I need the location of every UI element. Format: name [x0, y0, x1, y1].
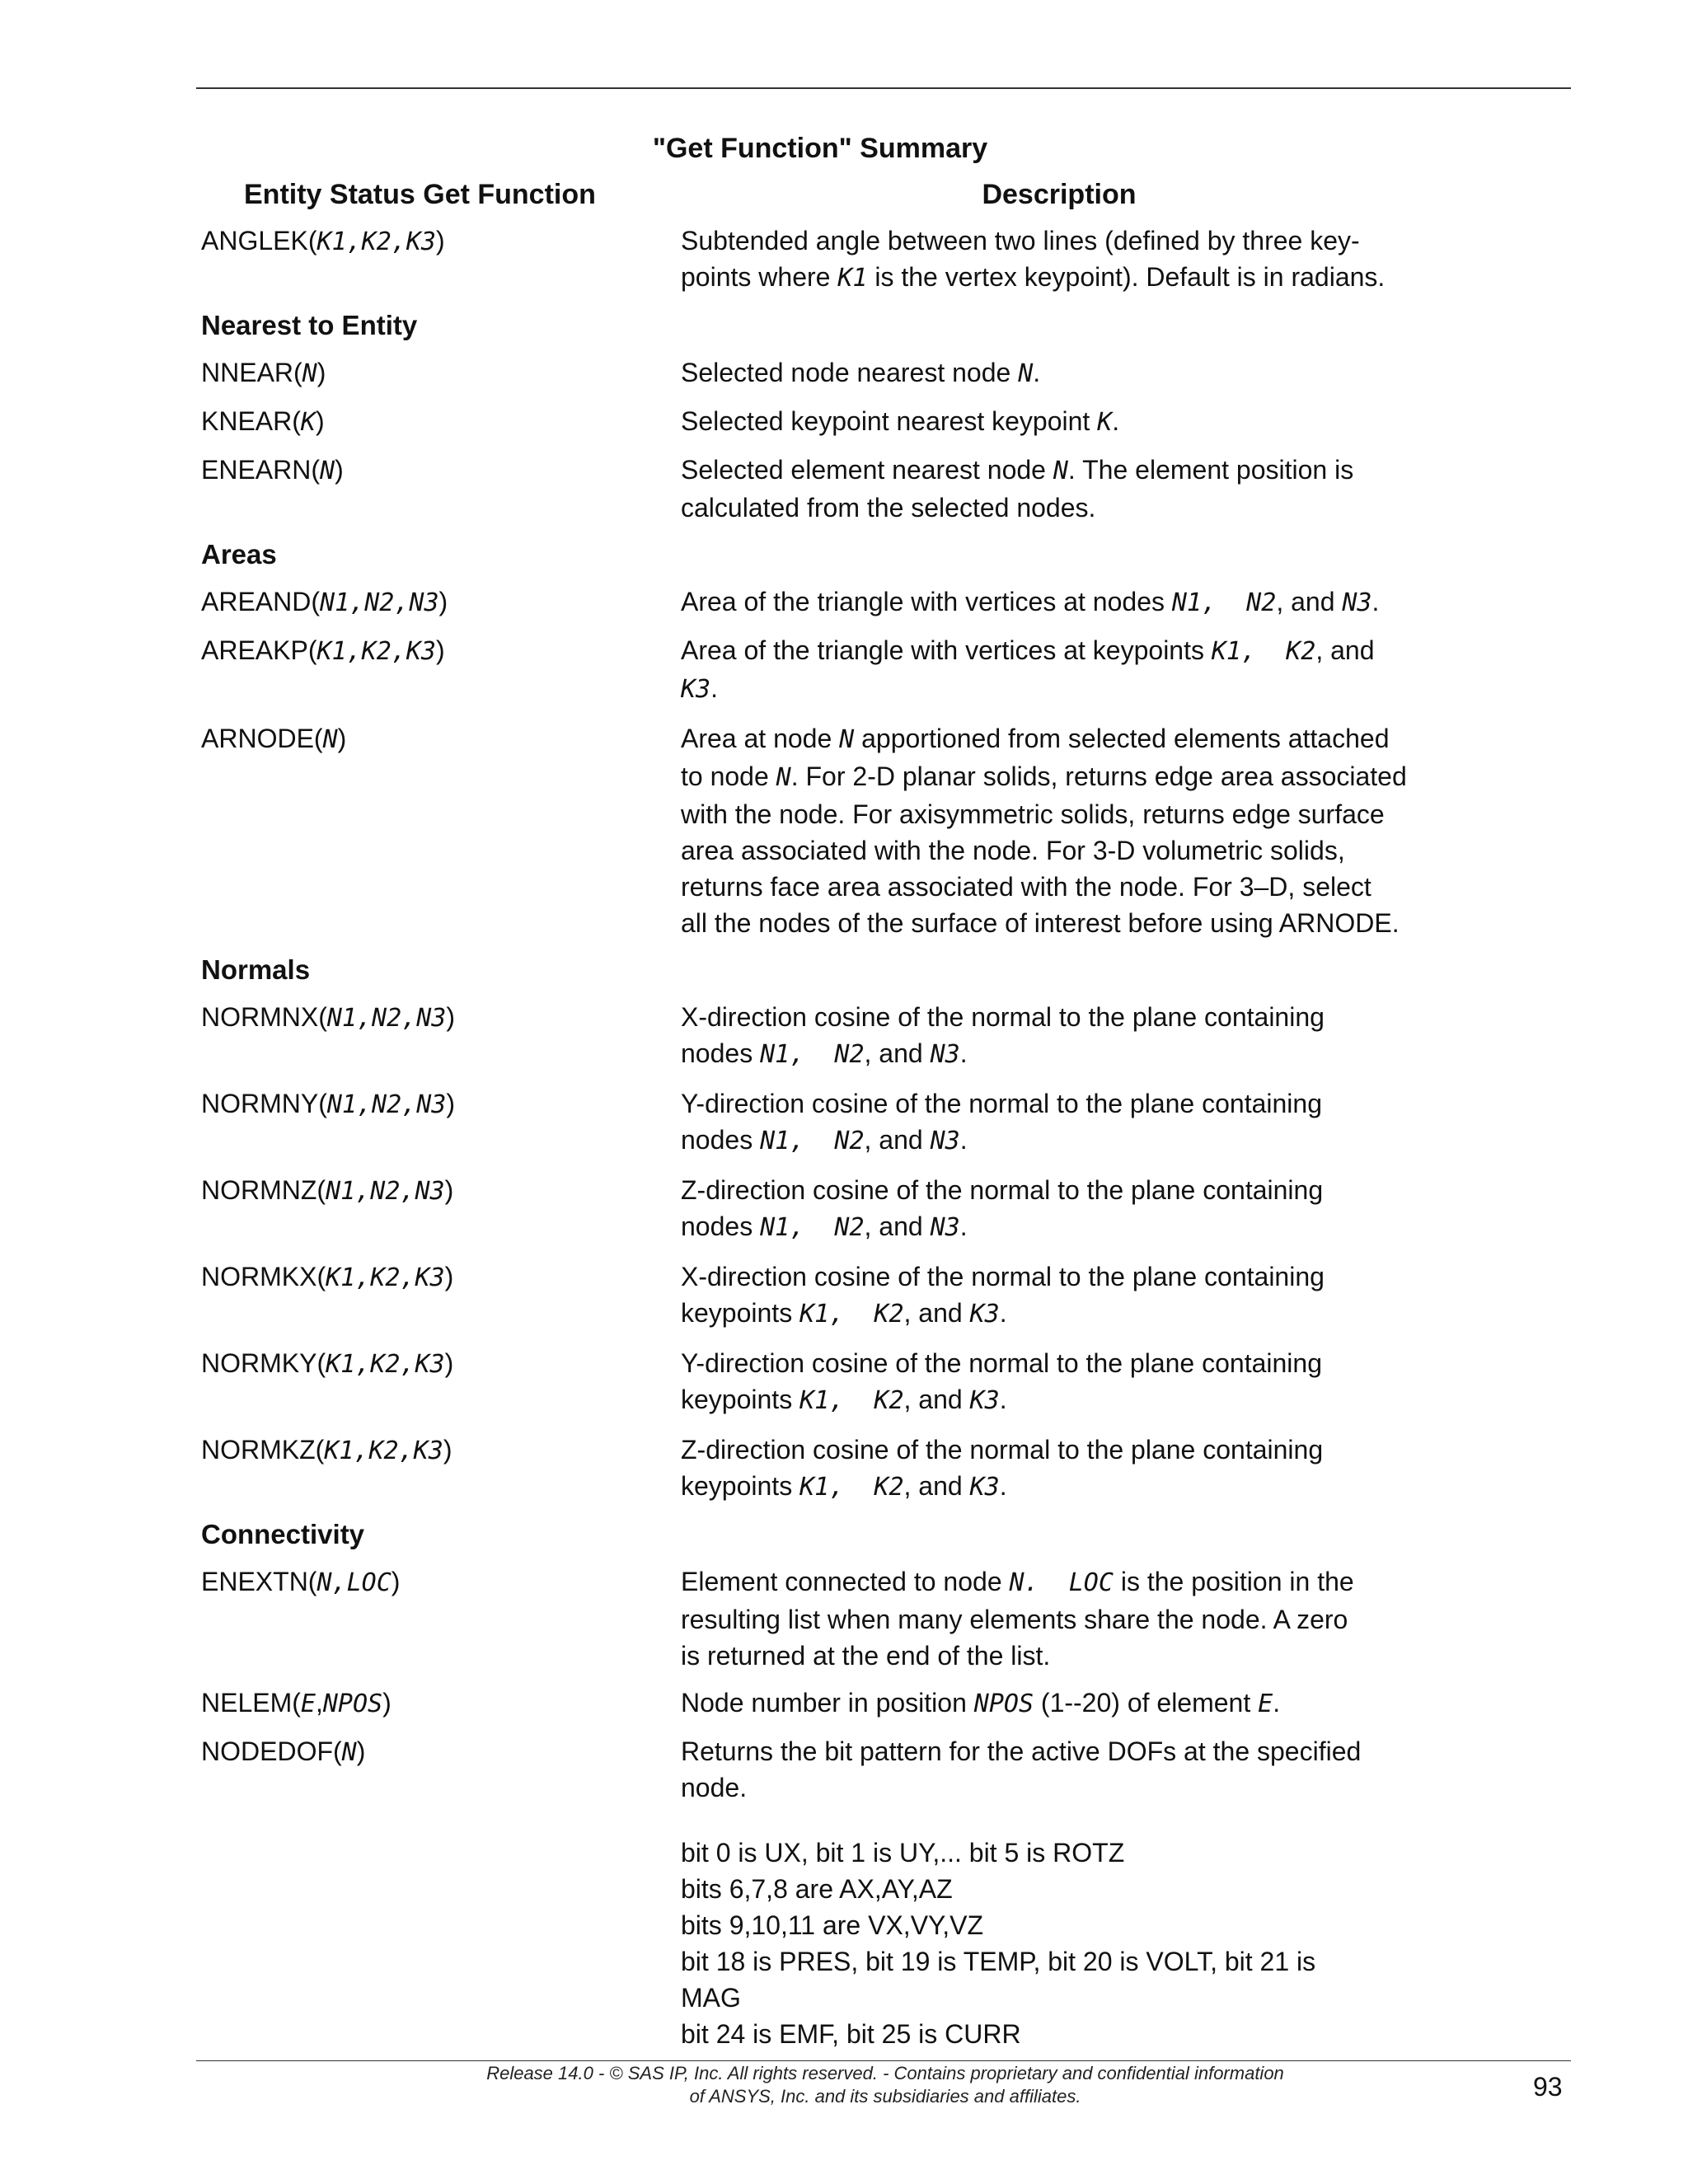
bit-pattern-line: bits 6,7,8 are AX,AY,AZ	[681, 1874, 953, 1904]
function-name: NORMNY(N1,N2,N3)	[201, 1089, 456, 1119]
header-rule	[196, 87, 1571, 89]
function-name: NELEM(E,NPOS)	[201, 1688, 392, 1718]
function-description: Element connected to node N. LOC is the position in the resulting list when many elements share the node. A zero is returned at the end of the list.	[681, 1567, 1354, 1671]
function-description: X-direction cosine of the normal to the plane containing nodes N1, N2, and N3.	[681, 1002, 1325, 1069]
section-heading-nearest: Nearest to Entity	[201, 310, 418, 340]
table-title: "Get Function" Summary	[652, 133, 988, 164]
table-row	[0, 583, 1688, 621]
section-heading-connectivity: Connectivity	[201, 1519, 365, 1549]
table-row	[0, 1563, 1688, 1674]
function-description: Z-direction cosine of the normal to the plane containing nodes N1, N2, and N3.	[681, 1175, 1324, 1242]
page-number: 93	[1533, 2072, 1563, 2102]
function-table	[0, 223, 1688, 2052]
table-row	[0, 1733, 1688, 2052]
bit-pattern-line: bit 0 is UX, bit 1 is UY,... bit 5 is ROTZ	[681, 1838, 1125, 1868]
footer-copyright: Release 14.0 - © SAS IP, Inc. All rights reserved. - Contains proprietary and confidential information of ANSYS, Inc. and its subsidiaries and affiliates.	[486, 2063, 1284, 2107]
table-row	[0, 1685, 1688, 1722]
function-description: Y-direction cosine of the normal to the plane containing nodes N1, N2, and N3.	[681, 1089, 1322, 1155]
function-name: ARNODE(N)	[201, 724, 347, 754]
function-name: ENEXTN(N,LOC)	[201, 1567, 401, 1597]
function-description: Selected node nearest node N.	[681, 358, 1041, 388]
table-row	[0, 1345, 1688, 1419]
function-name: AREAKP(K1,K2,K3)	[201, 635, 445, 666]
function-name: NORMNX(N1,N2,N3)	[201, 1002, 456, 1033]
column-header-function: Entity Status Get Function	[244, 179, 596, 210]
bit-pattern-line: bit 18 is PRES, bit 19 is TEMP, bit 20 is VOLT, bit 21 is	[681, 1947, 1316, 1976]
function-description: Selected keypoint nearest keypoint K.	[681, 406, 1120, 437]
section-heading-normals: Normals	[201, 954, 311, 985]
section-heading-areas: Areas	[201, 539, 277, 569]
function-description: Area of the triangle with vertices at nodes N1, N2, and N3.	[681, 587, 1380, 617]
function-name: NODEDOF(N)	[201, 1736, 366, 1767]
function-name: ENEARN(N)	[201, 455, 344, 485]
table-row	[0, 1085, 1688, 1160]
table-row	[0, 1432, 1688, 1506]
function-description: Returns the bit pattern for the active DOFs at the specified node. bit 0 is UX, bit 1 is UY,... bit 5 is ROTZ bits 6,7,8 are AX,AY,AZ bits 9,10,11 are VX,VY,VZ bit 18 is PRES, bit 19 is TEMP, bit 20 is VOLT, bit 21 is MAG bit 24 is EMF, bit 25 is CURR	[681, 1733, 1505, 2052]
function-name: NORMKY(K1,K2,K3)	[201, 1348, 454, 1379]
bit-pattern-line: MAG	[681, 1983, 741, 2013]
table-row	[0, 632, 1688, 708]
table-row	[0, 1172, 1688, 1246]
function-description: Y-direction cosine of the normal to the plane containing keypoints K1, K2, and K3.	[681, 1348, 1322, 1415]
column-header-description: Description	[982, 179, 1137, 210]
bit-pattern-line: bit 24 is EMF, bit 25 is CURR	[681, 2019, 1021, 2049]
table-row	[0, 354, 1688, 392]
function-description: Area at node N apportioned from selected elements attached to node N. For 2-D planar solids, returns edge area associated with the node. For axisymmetric solids, returns edge surface area associated with the node. For 3-D volumetric solids, returns face area associated with the node. For 3–D, select all the nodes of the surface of interest before using ARNODE.	[681, 724, 1407, 938]
table-row	[0, 720, 1688, 941]
function-description: Node number in position NPOS (1--20) of element E.	[681, 1688, 1281, 1718]
function-name: NORMNZ(N1,N2,N3)	[201, 1175, 454, 1206]
function-description: Area of the triangle with vertices at keypoints K1, K2, and K3.	[681, 635, 1375, 704]
table-row	[0, 223, 1688, 297]
table-row	[0, 452, 1688, 526]
function-name: AREAND(N1,N2,N3)	[201, 587, 448, 617]
function-name: NORMKZ(K1,K2,K3)	[201, 1435, 452, 1465]
bit-pattern-line: bits 9,10,11 are VX,VY,VZ	[681, 1910, 984, 1940]
function-description: Subtended angle between two lines (defined by three key- points where K1 is the vertex keypoint). Default is in radians.	[681, 226, 1386, 293]
function-name: ANGLEK(K1,K2,K3)	[201, 226, 445, 256]
table-row	[0, 403, 1688, 441]
function-name: KNEAR(K)	[201, 406, 325, 437]
table-row	[0, 1258, 1688, 1333]
function-name: NORMKX(K1,K2,K3)	[201, 1262, 454, 1292]
table-row	[0, 999, 1688, 1073]
footer-rule	[196, 2060, 1571, 2061]
function-description: Selected element nearest node N. The element position is calculated from the selected nodes.	[681, 455, 1354, 523]
function-description: X-direction cosine of the normal to the plane containing keypoints K1, K2, and K3.	[681, 1262, 1325, 1329]
function-description: Z-direction cosine of the normal to the plane containing keypoints K1, K2, and K3.	[681, 1435, 1324, 1502]
function-name: NNEAR(N)	[201, 358, 326, 388]
